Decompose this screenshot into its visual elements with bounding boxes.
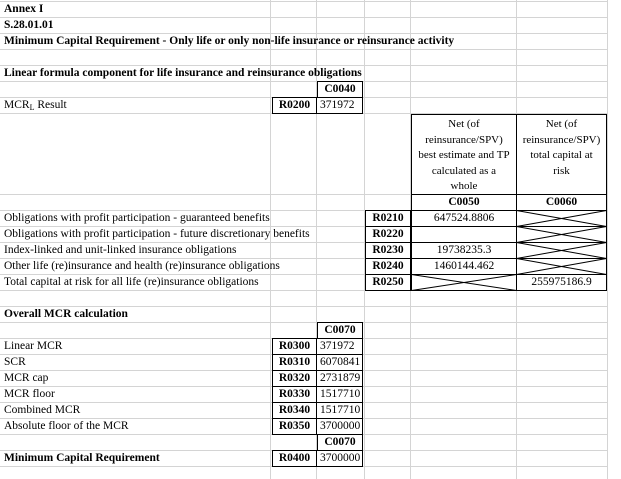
value-r0230-c0050[interactable]: 19738235.3	[411, 242, 517, 259]
template-code: S.28.01.01	[4, 19, 54, 31]
value-r0350[interactable]: 3700000	[316, 418, 363, 435]
value-r0210-c0050[interactable]: 647524.8806	[411, 210, 517, 227]
c0040-column-code: C0040	[317, 81, 363, 98]
row-label-r0240: Other life (re)insurance and health (re)insurance obligations	[4, 260, 280, 272]
value-r0300[interactable]: 371972	[316, 338, 363, 355]
mcr-l-rest: Result	[34, 99, 67, 111]
page-title: Minimum Capital Requirement - Only life or only non-life insurance or reinsurance activity	[4, 35, 455, 47]
row-code-r0250: R0250	[365, 274, 411, 291]
c0070-column-code: C0070	[317, 322, 363, 339]
row-label-r0320: MCR cap	[4, 372, 49, 384]
mcr-final-label: Minimum Capital Requirement	[4, 452, 160, 464]
row-code-r0330: R0330	[272, 386, 317, 403]
c0060-column-code: C0060	[516, 194, 607, 211]
value-r0340[interactable]: 1517710	[316, 402, 363, 419]
mcr-l-subscript: L	[29, 103, 35, 112]
mcr-l-result-label	[4, 98, 67, 115]
annex-label: Annex I	[4, 3, 44, 15]
row-code-r0310: R0310	[272, 354, 317, 371]
value-r0310[interactable]: 6070841	[316, 354, 363, 371]
overall-section-title: Overall MCR calculation	[4, 308, 128, 320]
c0050-column-code: C0050	[411, 194, 517, 211]
row-label-r0250: Total capital at risk for all life (re)insurance obligations	[4, 276, 259, 288]
value-r0220-c0050[interactable]	[411, 226, 517, 243]
row-label-r0350: Absolute floor of the MCR	[4, 420, 129, 432]
value-r0400[interactable]: 3700000	[316, 450, 363, 467]
value-r0240-c0050[interactable]: 1460144.462	[411, 258, 517, 275]
row-code-r0220: R0220	[365, 226, 411, 243]
row-code-r0230: R0230	[365, 242, 411, 259]
row-code-r0400: R0400	[272, 450, 317, 467]
row-label-r0220: Obligations with profit participation - future discretionary benefits	[4, 228, 310, 240]
row-code-r0320: R0320	[272, 370, 317, 387]
mcr-l-main: MCR	[4, 99, 30, 111]
value-r0250-c0060[interactable]: 255975186.9	[516, 274, 607, 291]
row-code-r0300: R0300	[272, 338, 317, 355]
c0060-column-header: Net (of reinsurance/SPV) total capital at risk	[516, 114, 607, 195]
row-code-r0350: R0350	[272, 418, 317, 435]
value-r0330[interactable]: 1517710	[316, 386, 363, 403]
r0200-row-code: R0200	[272, 97, 317, 114]
value-r0320[interactable]: 2731879	[316, 370, 363, 387]
row-label-r0310: SCR	[4, 356, 26, 368]
row-label-r0300: Linear MCR	[4, 340, 63, 352]
c0070-column-code-final: C0070	[317, 434, 363, 451]
c0050-column-header: Net (of reinsurance/SPV) best estimate and TP calculated as a whole	[411, 114, 517, 195]
row-code-r0240: R0240	[365, 258, 411, 275]
row-label-r0330: MCR floor	[4, 388, 55, 400]
row-code-r0210: R0210	[365, 210, 411, 227]
row-label-r0340: Combined MCR	[4, 404, 81, 416]
linear-section-title: Linear formula component for life insurance and reinsurance obligations	[4, 67, 362, 79]
row-code-r0340: R0340	[272, 402, 317, 419]
row-label-r0210: Obligations with profit participation - guaranteed benefits	[4, 212, 270, 224]
row-label-r0230: Index-linked and unit-linked insurance obligations	[4, 244, 237, 256]
r0200-value[interactable]: 371972	[316, 97, 363, 114]
